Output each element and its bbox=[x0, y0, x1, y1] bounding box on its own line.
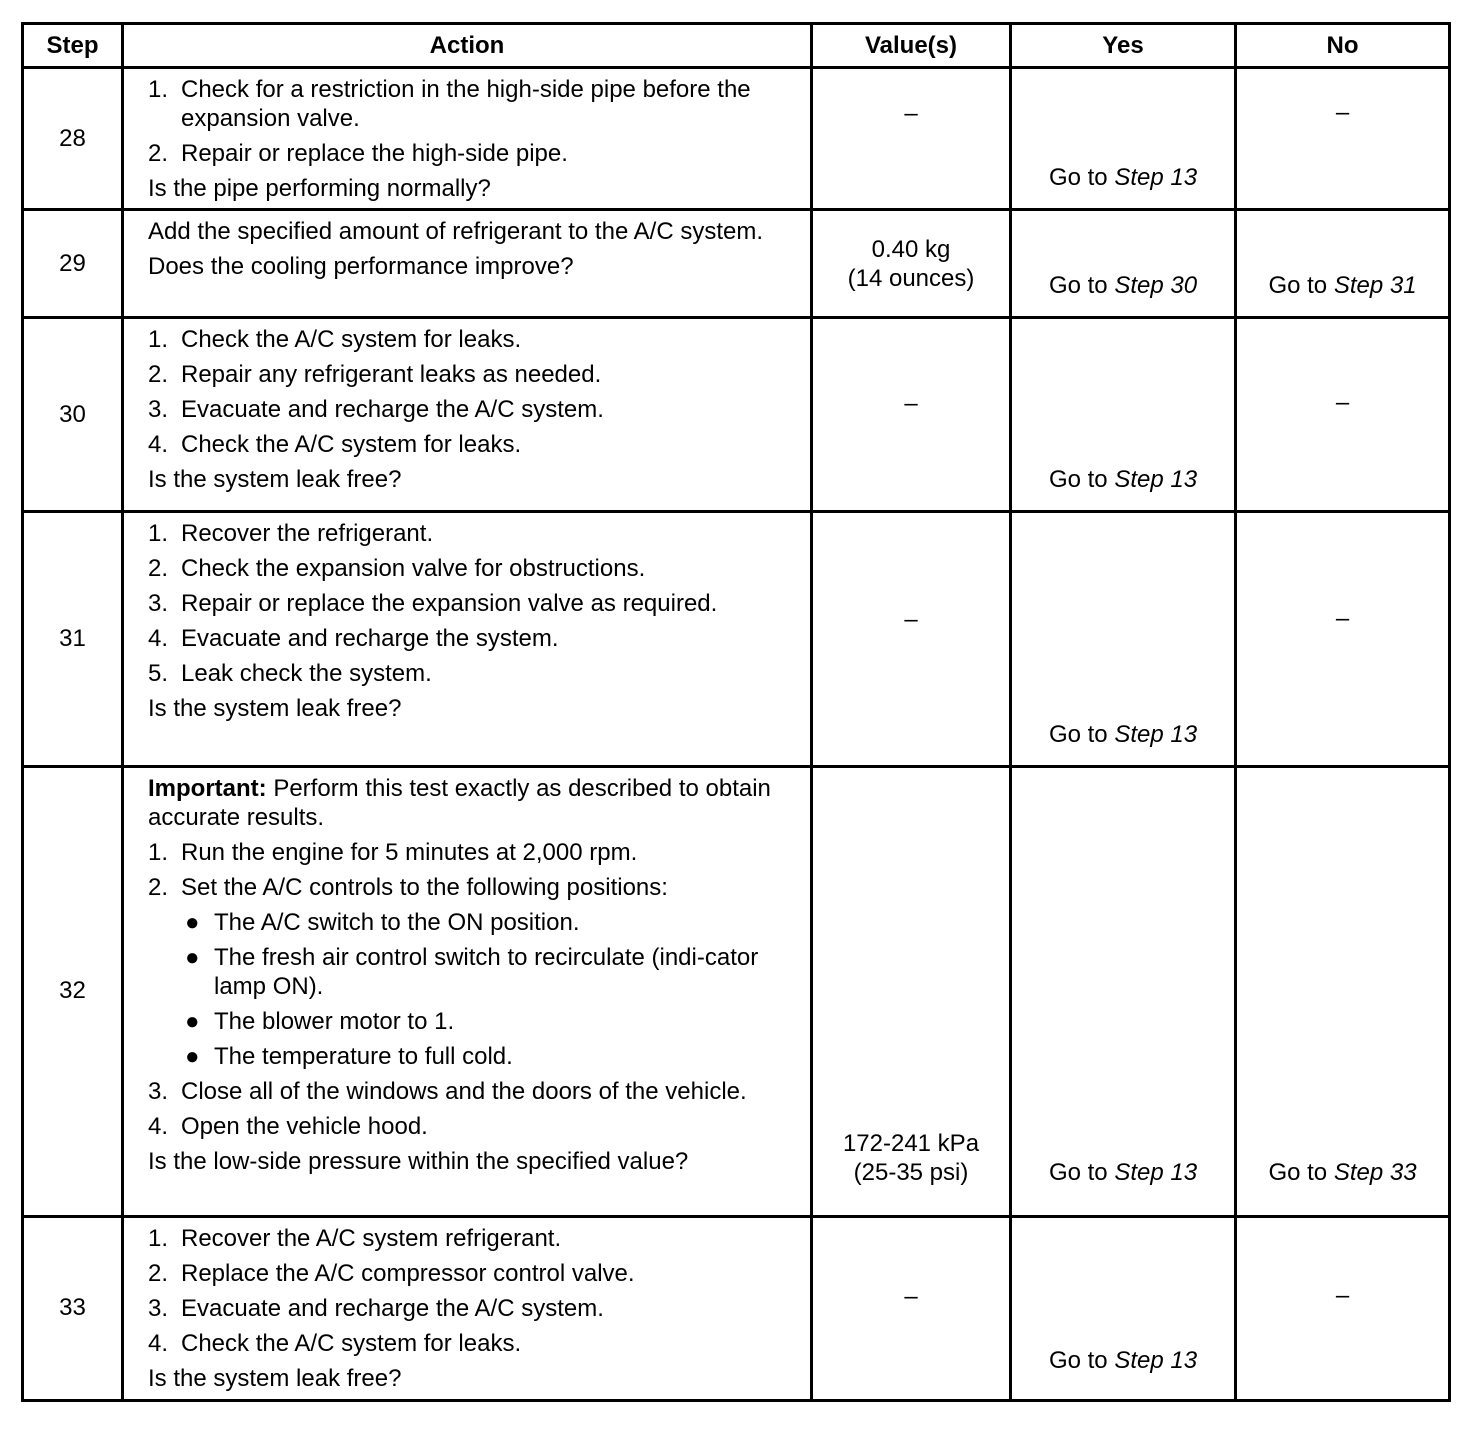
no-cell: – bbox=[1236, 1216, 1450, 1400]
important-note: Important: Perform this test exactly as described to obtain accurate results. bbox=[148, 774, 771, 831]
action-cell bbox=[123, 766, 812, 1216]
action-item: 1. Run the engine for 5 minutes at 2,000 rpm. bbox=[148, 838, 638, 866]
step-number: 32 bbox=[23, 766, 123, 1216]
action-item: 1. Recover the refrigerant. bbox=[148, 520, 434, 548]
header-action: Action bbox=[123, 24, 812, 68]
no-cell: – bbox=[1236, 68, 1450, 210]
action-item: 4. Open the vehicle hood. bbox=[148, 1112, 428, 1140]
action-item: 3. Repair or replace the expansion valve as required. bbox=[148, 590, 718, 618]
action-item: 3. Evacuate and recharge the A/C system. bbox=[148, 1294, 604, 1322]
action-cell bbox=[123, 318, 812, 512]
step-reference: Step 13 bbox=[1114, 1347, 1198, 1374]
action-item: 2. Repair or replace the high-side pipe. bbox=[148, 140, 568, 167]
no-cell: Go to Step 31 bbox=[1236, 210, 1450, 318]
value-cell: – bbox=[812, 318, 1011, 512]
action-item: 4. Evacuate and recharge the system. bbox=[148, 625, 559, 653]
value-cell: – bbox=[812, 512, 1011, 766]
step-reference: Step 13 bbox=[1114, 164, 1198, 192]
action-item: 4. Check the A/C system for leaks. bbox=[148, 1329, 522, 1357]
step-reference: Step 13 bbox=[1114, 466, 1198, 494]
table-row bbox=[23, 766, 1450, 1216]
action-item: 1. Recover the A/C system refrigerant. bbox=[148, 1224, 562, 1252]
action-item: 4. Check the A/C system for leaks. bbox=[148, 431, 522, 459]
bullet-item: ● The A/C switch to the ON position. bbox=[185, 908, 580, 936]
action-item: 1. Check for a restriction in the high-side pipe before the expansion valve. bbox=[148, 76, 751, 132]
action-item: 3. Close all of the windows and the doors of the vehicle. bbox=[148, 1077, 747, 1105]
bullet-item: ● The temperature to full cold. bbox=[185, 1042, 513, 1070]
table-row bbox=[23, 210, 1450, 318]
step-reference: Step 13 bbox=[1114, 1158, 1198, 1186]
yes-cell: Go to Step 13 bbox=[1011, 766, 1236, 1216]
header-values: Value(s) bbox=[812, 24, 1011, 68]
yes-cell: Go to Step 30 bbox=[1011, 210, 1236, 318]
value-cell: – bbox=[812, 1216, 1011, 1400]
header-yes: Yes bbox=[1011, 24, 1236, 68]
yes-cell: Go to Step 13 bbox=[1011, 68, 1236, 210]
step-reference: Step 33 bbox=[1333, 1158, 1417, 1186]
step-reference: Step 30 bbox=[1114, 272, 1198, 300]
step-number: 28 bbox=[23, 68, 123, 210]
action-cell bbox=[123, 512, 812, 766]
yes-cell: Go to Step 13 bbox=[1011, 318, 1236, 512]
action-item: 2. Set the A/C controls to the following positions: bbox=[148, 873, 668, 901]
action-item: 1. Check the A/C system for leaks. bbox=[148, 326, 522, 354]
action-item: 3. Evacuate and recharge the A/C system. bbox=[148, 396, 604, 424]
step-number: 33 bbox=[23, 1216, 123, 1400]
yes-cell: Go to Step 13 bbox=[1011, 512, 1236, 766]
table-row bbox=[23, 1216, 1450, 1400]
table-row bbox=[23, 512, 1450, 766]
action-item: 2. Repair any refrigerant leaks as needed. bbox=[148, 361, 602, 389]
table-row bbox=[23, 68, 1450, 210]
header-step: Step bbox=[23, 24, 123, 68]
header-row bbox=[23, 24, 1450, 68]
bullet-item: ● The fresh air control switch to recirculate (indi-cator lamp ON). bbox=[185, 943, 759, 1000]
action-item: 2. Check the expansion valve for obstructions. bbox=[148, 555, 646, 583]
action-intro: Add the specified amount of refrigerant to the A/C system. bbox=[148, 218, 763, 246]
action-question: Is the low-side pressure within the specified value? bbox=[148, 1147, 689, 1175]
yes-cell: Go to Step 13 bbox=[1011, 1216, 1236, 1400]
action-question: Does the cooling performance improve? bbox=[148, 253, 574, 281]
step-number: 30 bbox=[23, 318, 123, 512]
action-cell bbox=[123, 210, 812, 318]
bullet-item: ● The blower motor to 1. bbox=[185, 1007, 455, 1035]
value-cell: – bbox=[812, 68, 1011, 210]
action-question: Is the system leak free? bbox=[148, 1364, 402, 1392]
value-cell: 172-241 kPa (25-35 psi) bbox=[812, 766, 1011, 1216]
no-cell: – bbox=[1236, 318, 1450, 512]
action-question: Is the system leak free? bbox=[148, 695, 402, 723]
step-number: 31 bbox=[23, 512, 123, 766]
action-item: 5. Leak check the system. bbox=[148, 660, 432, 688]
action-question: Is the pipe performing normally? bbox=[148, 175, 491, 202]
no-cell: Go to Step 33 bbox=[1236, 766, 1450, 1216]
value-cell: 0.40 kg (14 ounces) bbox=[812, 210, 1011, 318]
diagnostic-table bbox=[21, 22, 1451, 1402]
step-number: 29 bbox=[23, 210, 123, 318]
action-item: 2. Replace the A/C compressor control valve. bbox=[148, 1259, 635, 1287]
action-cell bbox=[123, 68, 812, 210]
action-question: Is the system leak free? bbox=[148, 466, 402, 494]
no-cell: – bbox=[1236, 512, 1450, 766]
header-no: No bbox=[1236, 24, 1450, 68]
step-reference: Step 13 bbox=[1114, 720, 1198, 748]
table-row bbox=[23, 318, 1450, 512]
step-reference: Step 31 bbox=[1333, 272, 1417, 300]
action-cell bbox=[123, 1216, 812, 1400]
